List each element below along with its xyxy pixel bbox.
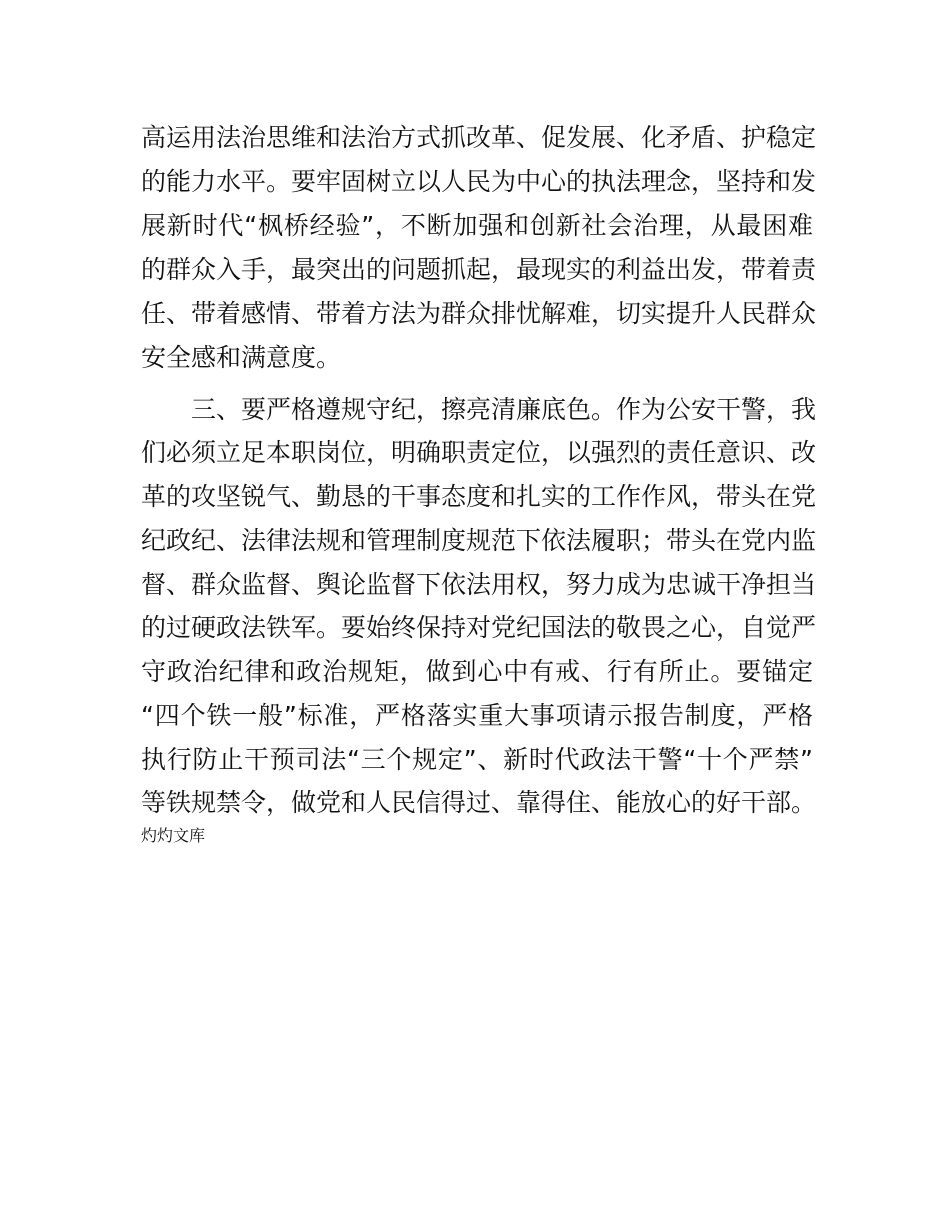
paragraph-2-line-8: “四个铁一般”标准，严格落实重大事项请示报告制度，严格 bbox=[141, 701, 813, 730]
paragraph-2-line-10: 等铁规禁令，做党和人民信得过、靠得住、能放心的好干部。 bbox=[141, 788, 817, 817]
paragraph-1-line-5: 任、带着感情、带着方法为群众排忧解难，切实提升人民群众 bbox=[141, 299, 817, 328]
paragraph-1-line-1: 高运用法治思维和法治方式抓改革、促发展、化矛盾、护稳定 bbox=[141, 123, 817, 152]
paragraph-1-line-3: 展新时代“枫桥经验”，不断加强和创新社会治理，从最困难 bbox=[141, 211, 813, 240]
paragraph-2-line-7: 守政治纪律和政治规矩，做到心中有戒、行有所止。要锚定 bbox=[141, 657, 813, 686]
paragraph-2-line-2: 们必须立足本职岗位，明确职责定位，以强烈的责任意识、改 bbox=[141, 438, 817, 467]
paragraph-2-line-5: 督、群众监督、舆论监督下依法用权，努力成为忠诚干净担当 bbox=[141, 570, 817, 599]
paragraph-2-line-9: 执行防止干预司法“三个规定”、新时代政法干警“十个严禁” bbox=[141, 745, 813, 774]
paragraph-2-line-1: 三、要严格遵规守纪，擦亮清廉底色。作为公安干警，我 bbox=[191, 395, 817, 424]
source-watermark: 灼灼文库 bbox=[141, 826, 206, 845]
paragraph-2-line-4: 纪政纪、法律法规和管理制度规范下依法履职；带头在党内监 bbox=[141, 526, 817, 555]
paragraph-1-line-6: 安全感和满意度。 bbox=[141, 343, 342, 372]
paragraph-1-line-2: 的能力水平。要牢固树立以人民为中心的执法理念，坚持和发 bbox=[141, 167, 817, 196]
paragraph-1-line-4: 的群众入手，最突出的问题抓起，最现实的利益出发，带着责 bbox=[141, 255, 817, 284]
paragraph-2-line-6: 的过硬政法铁军。要始终保持对党纪国法的敬畏之心，自觉严 bbox=[141, 613, 817, 642]
paragraph-2-line-3: 革的攻坚锐气、勤恳的干事态度和扎实的工作作风，带头在党 bbox=[141, 482, 817, 511]
